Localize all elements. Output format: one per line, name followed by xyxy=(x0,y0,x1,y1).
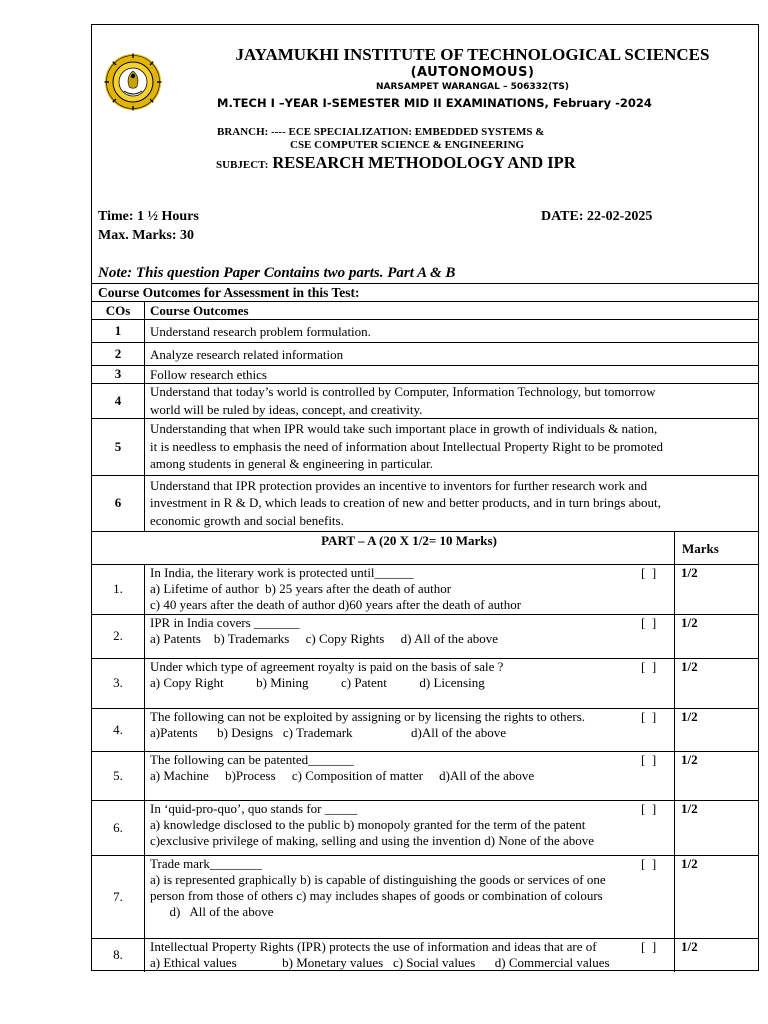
question-number: 2. xyxy=(113,628,123,643)
co-number: 3 xyxy=(114,366,122,381)
question-marks: 1/2 xyxy=(681,659,698,674)
answer-bracket: [ ] xyxy=(641,709,657,724)
co-number: 1 xyxy=(114,322,122,338)
question-option-line: a) Copy Right b) Mining c) Patent d) Licensing xyxy=(150,675,485,690)
co-text-line: Understand that today’s world is controlled by Computer, Information Technology, but tomorrow xyxy=(150,384,656,399)
question-marks: 1/2 xyxy=(681,709,698,724)
question-option-line: a) Lifetime of author b) 25 years after the death of author xyxy=(150,581,452,596)
branch-line-1: BRANCH: ---- ECE SPECIALIZATION: EMBEDDED SYSTEMS & xyxy=(217,126,545,138)
part-a-title: PART – A (20 X 1/2= 10 Marks) xyxy=(321,533,497,548)
question-number: 3. xyxy=(113,675,123,690)
institute-logo xyxy=(104,53,162,111)
divider xyxy=(92,475,758,476)
column-divider xyxy=(144,564,145,972)
question-marks: 1/2 xyxy=(681,615,698,630)
answer-bracket: [ ] xyxy=(641,615,657,630)
answer-bracket: [ ] xyxy=(641,752,657,767)
question-option-line: a) is represented graphically b) is capable of distinguishing the goods or services of one xyxy=(150,872,606,887)
subject-line xyxy=(216,153,576,173)
exam-paper xyxy=(91,24,759,971)
question-option-line: c) 40 years after the death of author d)60 years after the death of author xyxy=(150,597,522,612)
question-marks: 1/2 xyxy=(681,939,698,954)
exam-title: M.TECH I –YEAR I-SEMESTER MID II EXAMINATIONS, February -2024 xyxy=(217,96,652,110)
exam-date: DATE: 22-02-2025 xyxy=(541,209,653,224)
cos-header: COs xyxy=(105,303,131,318)
divider xyxy=(92,531,758,532)
divider xyxy=(92,301,758,302)
co-number: 4 xyxy=(114,392,122,408)
co-text-line: Understand research problem formulation. xyxy=(150,323,371,339)
co-text-line: it is needless to emphasis the need of information about Intellectual Property Right to be promoted xyxy=(150,438,664,454)
question-text: Under which type of agreement royalty is paid on the basis of sale ? xyxy=(150,659,504,674)
question-option-line: a) knowledge disclosed to the public b) monopoly granted for the term of the patent xyxy=(150,817,586,832)
divider xyxy=(92,365,758,366)
co-number: 6 xyxy=(114,495,122,510)
autonomous-label: (AUTONOMOUS) xyxy=(410,65,535,80)
question-option-line: a) Machine b)Process c) Composition of matter d)All of the above xyxy=(150,768,535,783)
question-text: Trade mark________ xyxy=(150,856,262,871)
answer-bracket: [ ] xyxy=(641,565,657,580)
co-text-line: among students in general & engineering in particular. xyxy=(150,456,434,472)
max-marks: Max. Marks: 30 xyxy=(98,228,195,243)
paper-note: Note: This question Paper Contains two parts. Part A & B xyxy=(98,265,456,281)
question-number: 5. xyxy=(113,767,123,783)
co-text-line: world will be ruled by ideas, concept, and creativity. xyxy=(150,401,423,417)
subject-name: RESEARCH METHODOLOGY AND IPR xyxy=(272,153,576,172)
answer-bracket: [ ] xyxy=(641,801,657,816)
question-option-line: person from those of others c) may includes shapes of goods or combination of colours xyxy=(150,888,603,903)
subject-label: SUBJECT: xyxy=(216,159,269,171)
question-option-line: c)exclusive privilege of making, selling and using the invention d) None of the above xyxy=(150,833,595,848)
institute-address: NARSAMPET WARANGAL – 506332(TS) xyxy=(375,82,570,92)
answer-bracket: [ ] xyxy=(641,856,657,871)
question-text: IPR in India covers _______ xyxy=(150,615,300,630)
question-marks: 1/2 xyxy=(681,856,698,871)
divider xyxy=(92,319,758,320)
question-text: In India, the literary work is protected until______ xyxy=(150,565,414,580)
question-text: In ‘quid-pro-quo’, quo stands for _____ xyxy=(150,801,358,816)
question-option-line: a)Patents b) Designs c) Trademark d)All of the above xyxy=(150,725,506,740)
question-number: 1. xyxy=(113,581,123,596)
co-text-line: Understand that IPR protection provides an incentive to inventors for further research work and xyxy=(150,477,648,493)
outcomes-title: Course Outcomes for Assessment in this Test: xyxy=(98,285,360,300)
question-option-line: a) Ethical values b) Monetary values c) Social values d) Commercial values xyxy=(150,955,610,970)
co-text-line: Analyze research related information xyxy=(150,346,344,362)
co-text-line: Understanding that when IPR would take such important place in growth of individuals & nation, xyxy=(150,421,658,437)
answer-bracket: [ ] xyxy=(641,659,657,674)
co-text-line: economic growth and social benefits. xyxy=(150,512,344,528)
institute-name: JAYAMUKHI INSTITUTE OF TECHNOLOGICAL SCIENCES xyxy=(235,45,710,64)
column-divider xyxy=(144,301,145,531)
co-number: 2 xyxy=(114,345,122,361)
question-marks: 1/2 xyxy=(681,565,698,580)
question-marks: 1/2 xyxy=(681,752,698,767)
branch-line-2: CSE COMPUTER SCIENCE & ENGINEERING xyxy=(290,139,525,151)
question-number: 7. xyxy=(113,888,123,904)
divider xyxy=(92,283,758,284)
question-number: 6. xyxy=(113,819,123,835)
co-text-line: investment in R & D, which leads to creation of new and better products, and in turn brings about, xyxy=(150,495,661,511)
question-option-line: a) Patents b) Trademarks c) Copy Rights d) All of the above xyxy=(150,631,499,646)
outcome-header: Course Outcomes xyxy=(150,303,249,318)
question-number: 4. xyxy=(113,721,123,737)
exam-time: Time: 1 ½ Hours xyxy=(98,209,199,224)
marks-header: Marks xyxy=(682,541,719,556)
co-text-line: Follow research ethics xyxy=(150,367,267,382)
question-text: The following can be patented_______ xyxy=(150,752,354,767)
question-option-line: d) All of the above xyxy=(150,904,274,919)
divider xyxy=(92,342,758,343)
question-number: 8. xyxy=(113,947,123,962)
answer-bracket: [ ] xyxy=(641,939,657,954)
question-marks: 1/2 xyxy=(681,801,698,816)
co-number: 5 xyxy=(114,438,122,454)
question-text: The following can not be exploited by assigning or by licensing the rights to others. xyxy=(150,709,586,724)
question-text: Intellectual Property Rights (IPR) protects the use of information and ideas that are of xyxy=(150,939,597,954)
divider xyxy=(92,418,758,419)
